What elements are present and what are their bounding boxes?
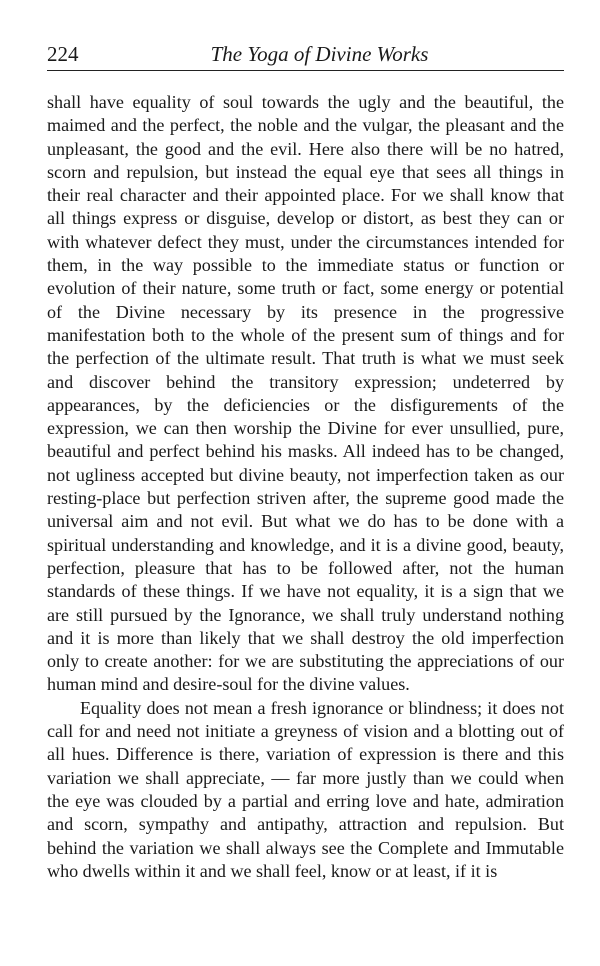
page-number: 224 [47, 42, 79, 66]
running-head [47, 40, 564, 68]
running-title: The Yoga of Divine Works [210, 42, 429, 66]
body-text [47, 91, 564, 883]
header-rule [47, 70, 564, 71]
paragraph-1: shall have equality of soul towards the ugly and the beautiful, the maimed and the perfect, the noble and the vulgar, the pleasant and the unpleasant, the good and the evil. Here also there will be no hatred, scorn and repulsion, but instead the equal eye that sees all things in their real character and their appointed place. For we shall know that all things express or disguise, develop or distort, as best they can or with whatever defect they must, under the circumstances intended for them, in the way possible to the immediate status or function or evolution of their nature, some truth or fact, some energy or potential of the Divine necessary by its presence in the progressive manifestation both to the whole of the present sum of things and for the perfection of the ultimate result. That truth is what we must seek and discover behind the transitory expression; undeterred by appearances, by the deficiencies or the disfigurements of the expression, we can then worship the Divine for ever unsullied, pure, beautiful and perfect behind his masks. All indeed has to be changed, not ugliness accepted but divine beauty, not imperfection taken as our resting-place but perfection striven after, the supreme good made the universal aim and not evil. But what we do has to be done with a spiritual understanding and knowledge, and it is a divine good, beauty, perfection, pleasure that has to be followed after, not the human standards of these things. If we have not equality, it is a sign that we are still pursued by the Ignorance, we shall truly understand nothing and it is more than likely that we shall destroy the old imperfection only to create another: for we are substituting the appreciations of our human mind and desire-soul for the divine values. [47, 92, 564, 695]
paragraph-2: Equality does not mean a fresh ignorance or blindness; it does not call for and need not initiate a greyness of vision and a blotting out of all hues. Difference is there, variation of expression is there and this variation we shall appreciate, — far more justly than we could when the eye was clouded by a partial and erring love and hate, admiration and scorn, sympathy and antipathy, attraction and repulsion. But behind the variation we shall always see the Complete and Immutable who dwells within it and we shall feel, know or at least, if it is [47, 697, 564, 881]
